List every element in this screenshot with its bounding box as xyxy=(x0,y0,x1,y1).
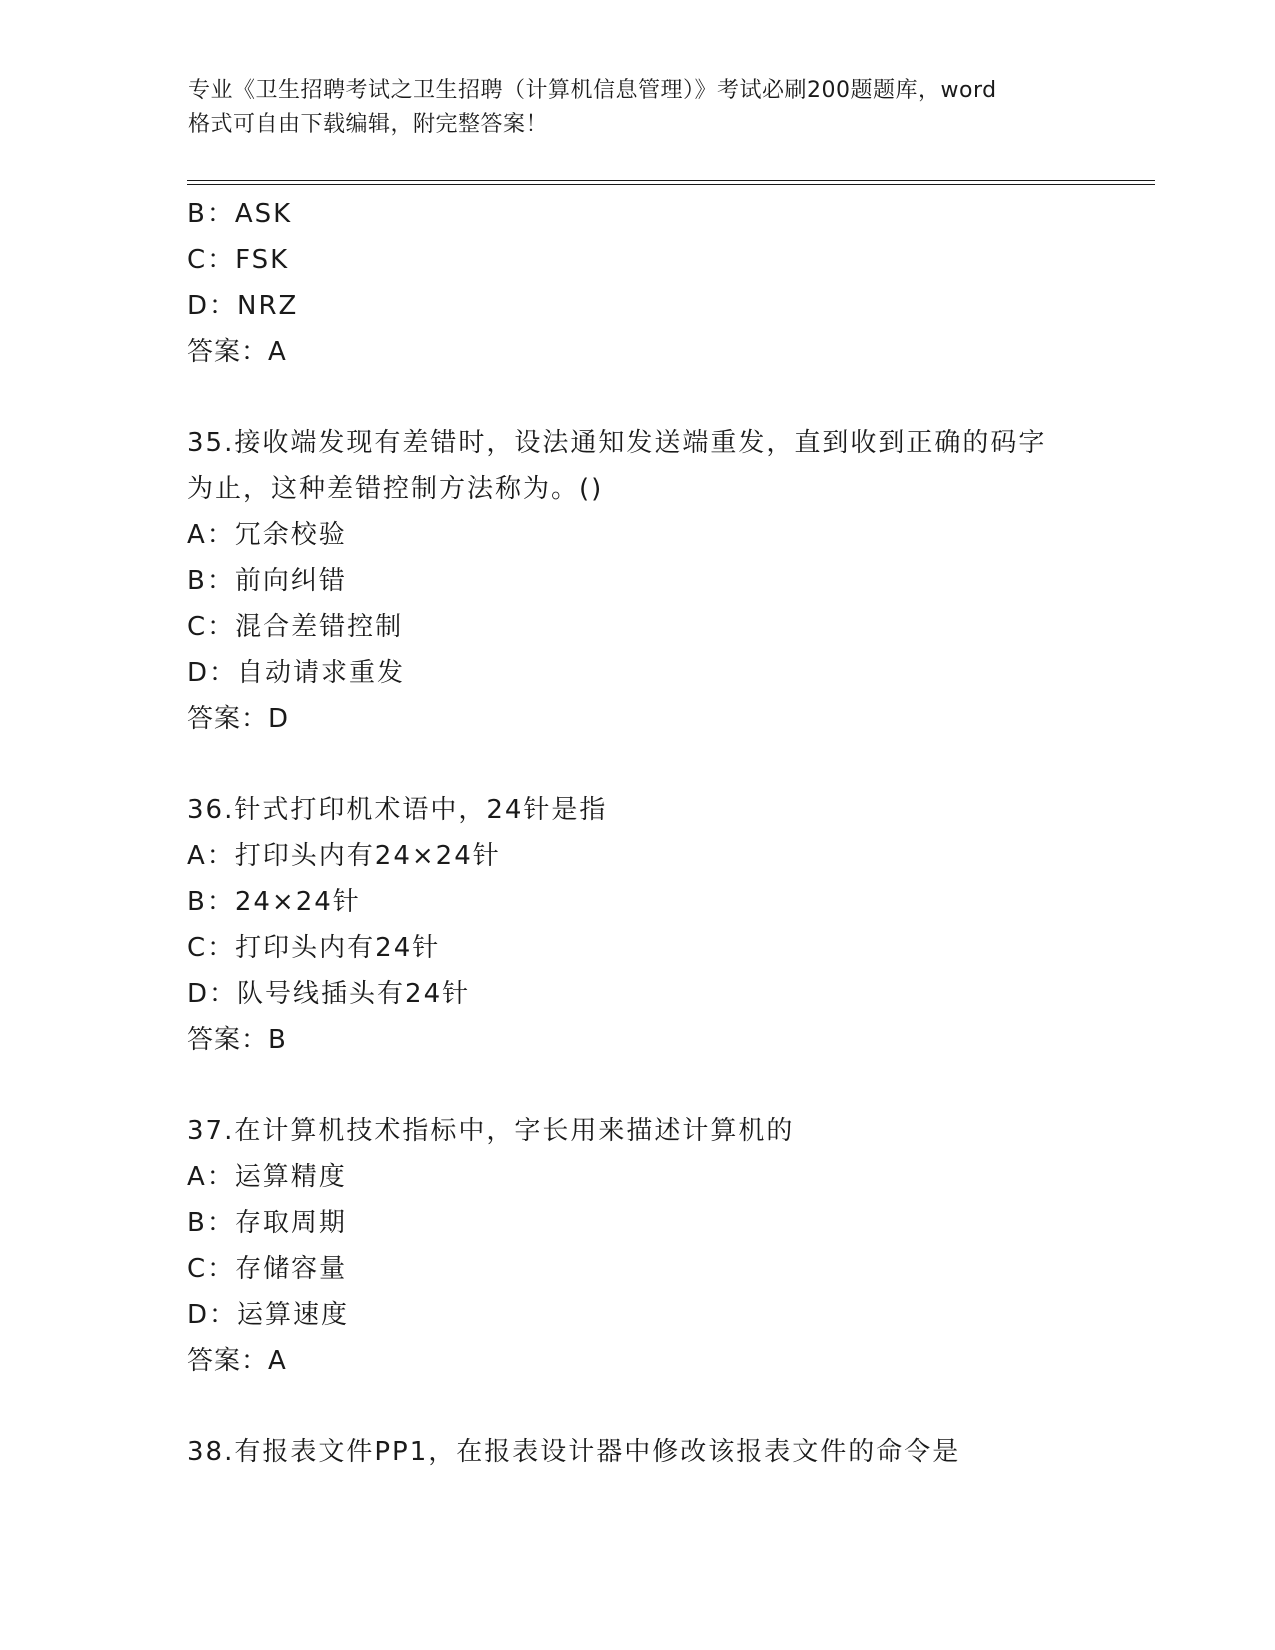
answer: 答案：A xyxy=(187,1346,287,1376)
option-b: B：ASK xyxy=(187,199,293,229)
question-stem: 38.有报表文件PP1，在报表设计器中修改该报表文件的命令是 xyxy=(187,1437,961,1467)
option-d: D：运算速度 xyxy=(187,1300,350,1330)
header-title-line-2: 格式可自由下载编辑，附完整答案！ xyxy=(188,112,549,137)
option-a: A：打印头内有24×24针 xyxy=(187,841,501,871)
answer: 答案：A xyxy=(187,337,287,367)
option-b: B：前向纠错 xyxy=(187,566,347,596)
option-c: C：存储容量 xyxy=(187,1254,348,1284)
question-stem-continued: 为止，这种差错控制方法称为。() xyxy=(187,474,604,504)
question-list xyxy=(187,191,1107,1475)
option-a: A：运算精度 xyxy=(187,1162,347,1192)
question-stem: 35.接收端发现有差错时，设法通知发送端重发，直到收到正确的码字 xyxy=(187,428,1047,458)
header-title-line-1: 专业《卫生招聘考试之卫生招聘（计算机信息管理）》考试必刷200题题库，word xyxy=(188,78,997,103)
question-37 xyxy=(187,1108,1107,1384)
document-header xyxy=(188,74,1088,142)
question-34-partial xyxy=(187,191,1107,375)
option-b: B：存取周期 xyxy=(187,1208,347,1238)
question-35 xyxy=(187,420,1107,742)
option-c: C：混合差错控制 xyxy=(187,612,404,642)
question-38 xyxy=(187,1429,1107,1475)
answer: 答案：D xyxy=(187,704,290,734)
header-divider xyxy=(187,180,1155,185)
option-d: D：队号线插头有24针 xyxy=(187,979,471,1009)
option-d: D：NRZ xyxy=(187,291,299,321)
option-d: D：自动请求重发 xyxy=(187,658,406,688)
question-stem: 36.针式打印机术语中，24针是指 xyxy=(187,795,608,825)
question-36 xyxy=(187,787,1107,1063)
option-c: C：FSK xyxy=(187,245,290,275)
option-c: C：打印头内有24针 xyxy=(187,933,441,963)
answer: 答案：B xyxy=(187,1025,287,1055)
option-b: B：24×24针 xyxy=(187,887,361,917)
question-stem: 37.在计算机技术指标中，字长用来描述计算机的 xyxy=(187,1116,795,1146)
option-a: A：冗余校验 xyxy=(187,520,347,550)
